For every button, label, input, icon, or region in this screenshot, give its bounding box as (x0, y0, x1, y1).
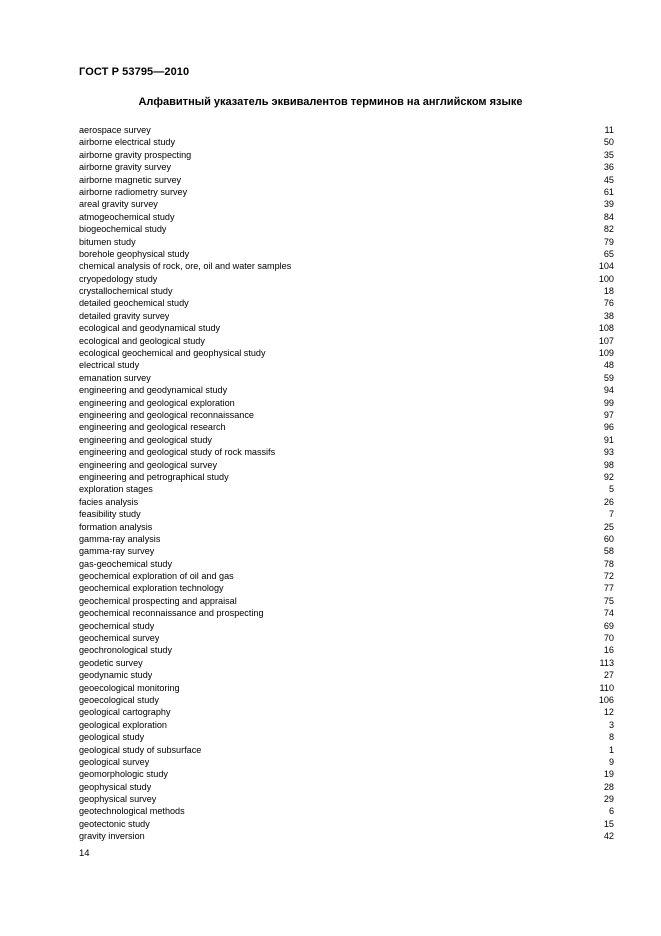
index-page-ref: 38 (603, 310, 614, 321)
index-term: emanation survey (79, 372, 151, 383)
index-entry (79, 161, 614, 173)
index-term: geoecological study (79, 694, 159, 705)
index-page-ref: 108 (598, 323, 614, 334)
index-entry (79, 136, 614, 148)
index-page-ref: 3 (608, 719, 614, 730)
index-entry (79, 260, 614, 272)
index-entry (79, 372, 614, 384)
index-page-ref: 35 (603, 149, 614, 160)
index-page-ref: 19 (603, 769, 614, 780)
index-term: airborne electrical study (79, 137, 176, 148)
index-page-ref: 76 (603, 298, 614, 309)
index-page-ref: 79 (603, 236, 614, 247)
index-entry (79, 545, 614, 557)
index-term: facies analysis (79, 496, 139, 507)
index-page-ref: 16 (603, 645, 614, 656)
index-term: detailed geochemical study (79, 298, 189, 309)
index-page-ref: 92 (603, 471, 614, 482)
index-entry (79, 124, 614, 136)
index-page-ref: 27 (603, 670, 614, 681)
index-term: geological study of subsurface (79, 744, 202, 755)
index-term: engineering and geological reconnaissance (79, 409, 254, 420)
index-entry (79, 459, 614, 471)
index-term: engineering and geological survey (79, 459, 218, 470)
index-page-ref: 106 (598, 694, 614, 705)
index-page-ref: 26 (603, 496, 614, 507)
index-page-ref: 113 (599, 657, 614, 668)
index-term: exploration stages (79, 484, 153, 495)
index-page-ref: 45 (603, 174, 614, 185)
index-term: engineering and geological exploration (79, 397, 235, 408)
index-entry (79, 273, 614, 285)
index-entry (79, 384, 614, 396)
index-entry (79, 744, 614, 756)
index-term: geochemical exploration technology (79, 583, 224, 594)
index-page-ref: 36 (603, 162, 614, 173)
index-page-ref: 39 (603, 199, 614, 210)
index-page-ref: 100 (598, 273, 614, 284)
index-term: borehole geophysical study (79, 248, 190, 259)
index-entry (79, 421, 614, 433)
index-term: geodetic survey (79, 657, 143, 668)
index-entry (79, 620, 614, 632)
index-page-ref: 59 (603, 372, 614, 383)
index-page-ref: 29 (603, 794, 614, 805)
index-term: detailed gravity survey (79, 310, 170, 321)
index-entry (79, 223, 614, 235)
index-entry (79, 682, 614, 694)
index-page-ref: 75 (603, 595, 614, 606)
index-term: gamma-ray analysis (79, 533, 161, 544)
index-entry (79, 657, 614, 669)
index-term: geoecological monitoring (79, 682, 180, 693)
index-entry (79, 322, 614, 334)
index-page-ref: 15 (603, 818, 614, 829)
index-list (79, 124, 614, 843)
index-page-ref: 72 (603, 571, 614, 582)
index-entry (79, 236, 614, 248)
index-entry (79, 496, 614, 508)
index-term: geophysical survey (79, 794, 157, 805)
page-number: 14 (79, 848, 90, 859)
index-entry (79, 632, 614, 644)
index-page-ref: 97 (603, 409, 614, 420)
index-term: engineering and geological study of rock massifs (79, 447, 276, 458)
index-term: cryopedology study (79, 273, 158, 284)
index-entry (79, 347, 614, 359)
document-code: ГОСТ Р 53795—2010 (79, 66, 190, 78)
index-entry (79, 211, 614, 223)
index-entry (79, 285, 614, 297)
index-entry (79, 409, 614, 421)
index-term: geological study (79, 732, 145, 743)
index-term: atmogeochemical study (79, 211, 175, 222)
index-page-ref: 8 (608, 732, 614, 743)
index-term: geological exploration (79, 719, 167, 730)
index-term: aerospace survey (79, 125, 151, 135)
index-term: gamma-ray survey (79, 546, 155, 557)
index-term: engineering and geological research (79, 422, 226, 433)
index-entry (79, 644, 614, 656)
index-entry (79, 768, 614, 780)
index-page-ref: 48 (603, 360, 614, 371)
index-term: engineering and geological study (79, 434, 212, 445)
index-entry (79, 781, 614, 793)
index-entry (79, 607, 614, 619)
index-page-ref: 107 (598, 335, 614, 346)
index-term: airborne magnetic survey (79, 174, 182, 185)
index-page-ref: 61 (603, 186, 614, 197)
index-term: gas-geochemical study (79, 558, 173, 569)
index-entry (79, 186, 614, 198)
index-page-ref: 1 (608, 744, 614, 755)
index-term: geodynamic study (79, 670, 153, 681)
index-entry (79, 558, 614, 570)
index-entry (79, 310, 614, 322)
index-entry (79, 669, 614, 681)
index-term: biogeochemical study (79, 224, 167, 235)
index-entry (79, 694, 614, 706)
index-term: engineering and petrographical study (79, 471, 229, 482)
index-term: crystallochemical study (79, 286, 173, 297)
index-entry (79, 434, 614, 446)
index-term: geomorphologic study (79, 769, 168, 780)
index-page-ref: 58 (603, 546, 614, 557)
index-entry (79, 818, 614, 830)
index-entry (79, 359, 614, 371)
index-entry (79, 335, 614, 347)
index-term: geotechnological methods (79, 806, 185, 817)
index-page-ref: 77 (603, 583, 614, 594)
index-term: geological survey (79, 756, 150, 767)
index-term: chemical analysis of rock, ore, oil and water samples (79, 261, 292, 272)
index-term: airborne gravity prospecting (79, 149, 192, 160)
index-entry (79, 297, 614, 309)
index-entry (79, 174, 614, 186)
index-term: geochronological study (79, 645, 173, 656)
index-term: gravity inversion (79, 831, 145, 842)
index-page-ref: 78 (603, 558, 614, 569)
index-page-ref: 60 (603, 533, 614, 544)
index-entry (79, 731, 614, 743)
index-term: ecological and geodynamical study (79, 323, 221, 334)
index-term: engineering and geodynamical study (79, 385, 228, 396)
index-page-ref: 42 (603, 831, 614, 842)
index-term: bitumen study (79, 236, 136, 247)
index-page-ref: 65 (603, 248, 614, 259)
index-page-ref: 7 (608, 509, 614, 520)
index-entry (79, 706, 614, 718)
index-page-ref: 98 (603, 459, 614, 470)
index-page-ref: 11 (604, 125, 614, 135)
index-entry (79, 397, 614, 409)
index-entry (79, 570, 614, 582)
index-term: ecological geochemical and geophysical study (79, 348, 266, 359)
index-entry (79, 248, 614, 260)
index-page-ref: 28 (603, 781, 614, 792)
index-entry (79, 582, 614, 594)
index-term: geophysical study (79, 781, 152, 792)
index-entry (79, 483, 614, 495)
index-page-ref: 109 (598, 348, 614, 359)
index-title: Алфавитный указатель эквивалентов терминов на английском языке (138, 96, 523, 108)
index-term: geological cartography (79, 707, 171, 718)
index-term: airborne radiometry survey (79, 186, 188, 197)
index-entry (79, 793, 614, 805)
index-entry (79, 805, 614, 817)
index-page-ref: 70 (603, 633, 614, 644)
index-entry (79, 521, 614, 533)
index-page-ref: 12 (603, 707, 614, 718)
index-term: ecological and geological study (79, 335, 205, 346)
index-page-ref: 93 (603, 447, 614, 458)
index-page-ref: 84 (603, 211, 614, 222)
index-page-ref: 18 (603, 286, 614, 297)
index-page-ref: 6 (608, 806, 614, 817)
index-entry (79, 471, 614, 483)
index-page-ref: 82 (603, 224, 614, 235)
index-page-ref: 94 (603, 385, 614, 396)
index-page-ref: 5 (608, 484, 614, 495)
index-term: geochemical study (79, 620, 155, 631)
index-term: areal gravity survey (79, 199, 158, 210)
index-term: formation analysis (79, 521, 153, 532)
index-term: geochemical reconnaissance and prospecting (79, 608, 264, 619)
index-entry (79, 830, 614, 842)
index-term: airborne gravity survey (79, 162, 171, 173)
index-term: feasibility study (79, 509, 141, 520)
index-term: geochemical exploration of oil and gas (79, 571, 234, 582)
index-entry (79, 595, 614, 607)
index-term: electrical study (79, 360, 140, 371)
index-entry (79, 756, 614, 768)
index-entry (79, 446, 614, 458)
index-page-ref: 104 (598, 261, 614, 272)
index-page-ref: 99 (603, 397, 614, 408)
index-page-ref: 9 (608, 756, 614, 767)
index-term: geochemical survey (79, 633, 160, 644)
index-entry (79, 149, 614, 161)
index-entry (79, 719, 614, 731)
index-page-ref: 50 (603, 137, 614, 148)
index-page-ref: 96 (603, 422, 614, 433)
index-entry (79, 508, 614, 520)
index-page-ref: 69 (603, 620, 614, 631)
index-term: geotectonic study (79, 818, 150, 829)
index-page-ref: 91 (603, 434, 614, 445)
index-page-ref: 25 (603, 521, 614, 532)
index-page-ref: 74 (603, 608, 614, 619)
index-page-ref: 110 (599, 682, 614, 693)
index-entry (79, 198, 614, 210)
index-entry (79, 533, 614, 545)
index-term: geochemical prospecting and appraisal (79, 595, 237, 606)
